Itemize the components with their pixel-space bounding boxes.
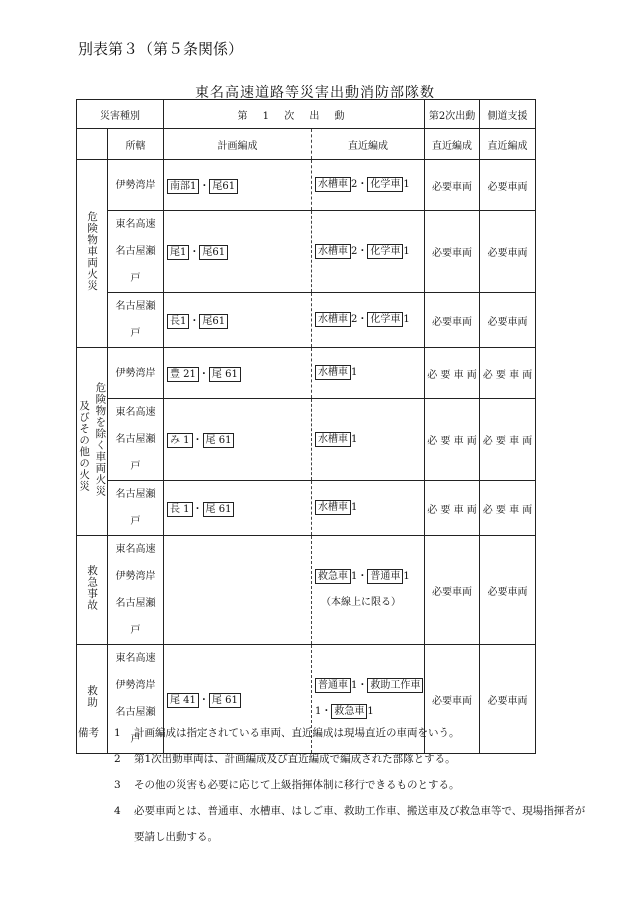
dispatch-table [76, 99, 536, 754]
plan-unit-box: 尾61 [199, 245, 228, 260]
note-text: 必要車両とは、普通車、水槽車、はしご車、救助工作車、搬送車及び救急車等で、現場指揮者が要請し出動する。 [134, 805, 586, 843]
second-need-cell: 必 要 車 両 [425, 399, 480, 481]
category-label [77, 382, 107, 497]
recent-unit-box: 普通車 [315, 678, 351, 693]
plan-unit-text: ・ [198, 368, 209, 380]
recent-unit-text: （本線上に限る） [321, 597, 401, 608]
table-row [77, 399, 536, 481]
plan-unit-box: 尾 41 [167, 693, 199, 708]
plan-unit-text: ・ [192, 503, 203, 515]
jurisdiction-header: 所轄 [108, 129, 164, 160]
recent-header: 直近編成 [312, 129, 425, 160]
plan-unit-box: 長1 [167, 314, 189, 329]
recent-unit-box: 救急車 [315, 569, 351, 584]
note-number: 2 [114, 753, 121, 765]
plan-unit-box: 豊 21 [167, 367, 199, 382]
recent-unit-box: 水槽車 [315, 312, 351, 327]
plan-cell [164, 211, 312, 293]
second-need-cell: 必 要 車 両 [425, 348, 480, 399]
second-recent-header: 直近編成 [425, 129, 480, 160]
side-need-cell: 必 要 車 両 [480, 399, 536, 481]
recent-unit-box: 水槽車 [315, 432, 351, 447]
plan-unit-box: 尾61 [199, 314, 228, 329]
recent-line [315, 673, 424, 699]
recent-line [315, 307, 424, 333]
recent-unit-box: 化学車 [367, 312, 403, 327]
recent-unit-box: 救助工作車 [367, 678, 423, 693]
plan-cell [164, 348, 312, 399]
notes-label: 備考 [78, 727, 99, 739]
second-need-cell: 必要車両 [425, 536, 480, 645]
recent-unit-box: 水槽車 [315, 244, 351, 259]
recent-unit-text: 1 [367, 706, 374, 717]
plan-unit-box: 尾61 [209, 179, 238, 194]
recent-cell [312, 536, 425, 645]
first-dispatch-header: 第 1 次 出 動 [164, 100, 425, 129]
plan-unit-box: 尾 61 [209, 693, 241, 708]
note-item [78, 720, 588, 746]
jurisdiction-line: 戸 [130, 516, 141, 527]
jurisdiction-line: 戸 [130, 328, 141, 339]
jurisdiction-line: 戸 [130, 461, 141, 472]
recent-unit-text: 1 [403, 571, 410, 582]
recent-unit-text: 1 [351, 433, 358, 445]
jurisdiction-line: 伊勢湾岸 [115, 680, 156, 691]
jurisdiction-line: 東名高速 [115, 219, 156, 230]
plan-cell [164, 399, 312, 481]
side-need-cell: 必要車両 [480, 160, 536, 211]
recent-unit-text: 2・ [351, 179, 368, 190]
side-support-header: 側道支援 [480, 100, 536, 129]
recent-line [315, 564, 424, 590]
plan-unit-text: ・ [198, 694, 209, 706]
note-text: 第1次出動車両は、計画編成及び直近編成で編成された部隊とする。 [134, 753, 456, 765]
page-header: 別表第３（第５条関係） [78, 40, 244, 58]
plan-unit-box: 尾1 [167, 245, 189, 260]
note-item [78, 746, 588, 772]
side-need-cell: 必 要 車 両 [480, 348, 536, 399]
header-row-1 [77, 100, 536, 129]
recent-unit-box: 水槽車 [315, 177, 351, 192]
plan-cell [164, 293, 312, 348]
side-need-cell: 必要車両 [480, 536, 536, 645]
jurisdiction-line: 伊勢湾岸 [115, 367, 156, 379]
recent-line [315, 427, 424, 453]
note-number: 1 [114, 727, 121, 739]
plan-unit-text: ・ [192, 435, 203, 446]
plan-unit-text: ・ [189, 315, 200, 327]
recent-unit-text: 1 [351, 367, 358, 378]
note-item [78, 798, 588, 850]
recent-line [315, 172, 424, 198]
jurisdiction-cell [108, 481, 164, 536]
second-need-cell: 必要車両 [425, 211, 480, 293]
side-recent-header: 直近編成 [480, 129, 536, 160]
recent-cell [312, 348, 425, 399]
jurisdiction-line: 東名高速 [115, 407, 156, 418]
recent-line [315, 360, 424, 386]
category-label-main: 危険物を除く車両火災 [94, 381, 107, 497]
recent-unit-text: 1・ [351, 571, 368, 582]
category-label: 救急事故 [86, 564, 99, 611]
recent-unit-text: 2・ [351, 245, 368, 257]
recent-line [315, 239, 424, 265]
recent-unit-box: 化学車 [367, 177, 403, 192]
jurisdiction-cell [108, 293, 164, 348]
plan-unit-box: 尾 61 [209, 367, 241, 382]
recent-unit-text: 1 [351, 502, 358, 513]
jurisdiction-line: 名古屋瀬 [115, 246, 156, 257]
jurisdiction-line: 東名高速 [115, 653, 156, 664]
jurisdiction-line: 伊勢湾岸 [115, 571, 156, 582]
table-title: 東名高速道路等災害出動消防部隊数 [195, 85, 435, 101]
jurisdiction-cell [108, 399, 164, 481]
jurisdiction-cell [108, 348, 164, 399]
recent-cell [312, 293, 425, 348]
recent-unit-text: 1・ [351, 680, 368, 691]
jurisdiction-line: 戸 [130, 273, 141, 284]
note-number: 3 [114, 779, 121, 791]
jurisdiction-line: 名古屋瀬 [115, 598, 156, 609]
second-dispatch-header: 第2次出動 [425, 100, 480, 129]
jurisdiction-line: 名古屋瀬 [115, 707, 156, 718]
recent-line [315, 495, 424, 521]
category-label-sub: 及びその他の火災 [78, 400, 91, 493]
side-need-cell: 必要車両 [480, 645, 536, 754]
recent-unit-text: 1・ [315, 706, 332, 717]
category-emergency [77, 536, 108, 645]
category-label: 救助 [86, 685, 99, 709]
table-row [77, 536, 536, 645]
table-row [77, 293, 536, 348]
disaster-type-header: 災害種別 [77, 100, 164, 129]
note-number: 4 [114, 805, 121, 817]
plan-cell [164, 536, 312, 645]
recent-unit-box: 水槽車 [315, 500, 351, 515]
jurisdiction-line: 東名高速 [115, 544, 156, 555]
recent-cell [312, 160, 425, 211]
jurisdiction-line: 名古屋瀬 [115, 301, 156, 312]
recent-cell [312, 399, 425, 481]
plan-unit-box: み 1 [167, 433, 193, 448]
side-need-cell: 必要車両 [480, 293, 536, 348]
plan-unit-box: 長 1 [167, 502, 193, 517]
note-text: 計画編成は指定されている車両、直近編成は現場直近の車両をいう。 [134, 727, 460, 739]
recent-line [315, 590, 424, 616]
recent-unit-box: 普通車 [367, 569, 403, 584]
plan-unit-box: 南部1 [167, 179, 199, 194]
table-row [77, 211, 536, 293]
header-row-2 [77, 129, 536, 160]
category-other-fire [77, 348, 108, 536]
recent-cell [312, 211, 425, 293]
jurisdiction-cell [108, 211, 164, 293]
second-need-cell: 必要車両 [425, 645, 480, 754]
recent-unit-box: 化学車 [367, 244, 403, 259]
blank-header-cell [77, 129, 108, 160]
category-label: 危険物車両火災 [86, 211, 99, 292]
second-need-cell: 必 要 車 両 [425, 481, 480, 536]
plan-unit-text: ・ [189, 247, 200, 258]
recent-unit-text: 1 [403, 179, 410, 190]
jurisdiction-line: 名古屋瀬 [115, 489, 156, 500]
jurisdiction-cell [108, 160, 164, 211]
plan-cell [164, 481, 312, 536]
notes-section [78, 720, 588, 850]
second-need-cell: 必要車両 [425, 293, 480, 348]
jurisdiction-line: 戸 [130, 625, 141, 636]
note-text: その他の災害も必要に応じて上級指揮体制に移行できるものとする。 [134, 779, 460, 791]
table-row [77, 481, 536, 536]
table-row [77, 160, 536, 211]
table-row [77, 348, 536, 399]
recent-unit-box: 救急車 [331, 704, 367, 719]
jurisdiction-line: 名古屋瀬 [115, 434, 156, 445]
recent-cell [312, 481, 425, 536]
note-item [78, 772, 588, 798]
second-need-cell: 必要車両 [425, 160, 480, 211]
plan-unit-text: ・ [199, 180, 210, 192]
plan-header: 計画編成 [164, 129, 312, 160]
jurisdiction-line: 戸 [130, 734, 141, 745]
side-need-cell: 必要車両 [480, 211, 536, 293]
plan-unit-box: 尾 61 [203, 502, 235, 517]
side-need-cell: 必 要 車 両 [480, 481, 536, 536]
recent-unit-text: 2・ [351, 314, 368, 325]
jurisdiction-cell [108, 536, 164, 645]
plan-cell [164, 160, 312, 211]
recent-unit-text: 1 [403, 314, 410, 325]
recent-unit-box: 水槽車 [315, 365, 351, 380]
recent-unit-text: 1 [403, 245, 410, 257]
jurisdiction-line: 伊勢湾岸 [115, 179, 156, 191]
category-hazmat [77, 160, 108, 348]
plan-unit-box: 尾 61 [203, 433, 235, 448]
